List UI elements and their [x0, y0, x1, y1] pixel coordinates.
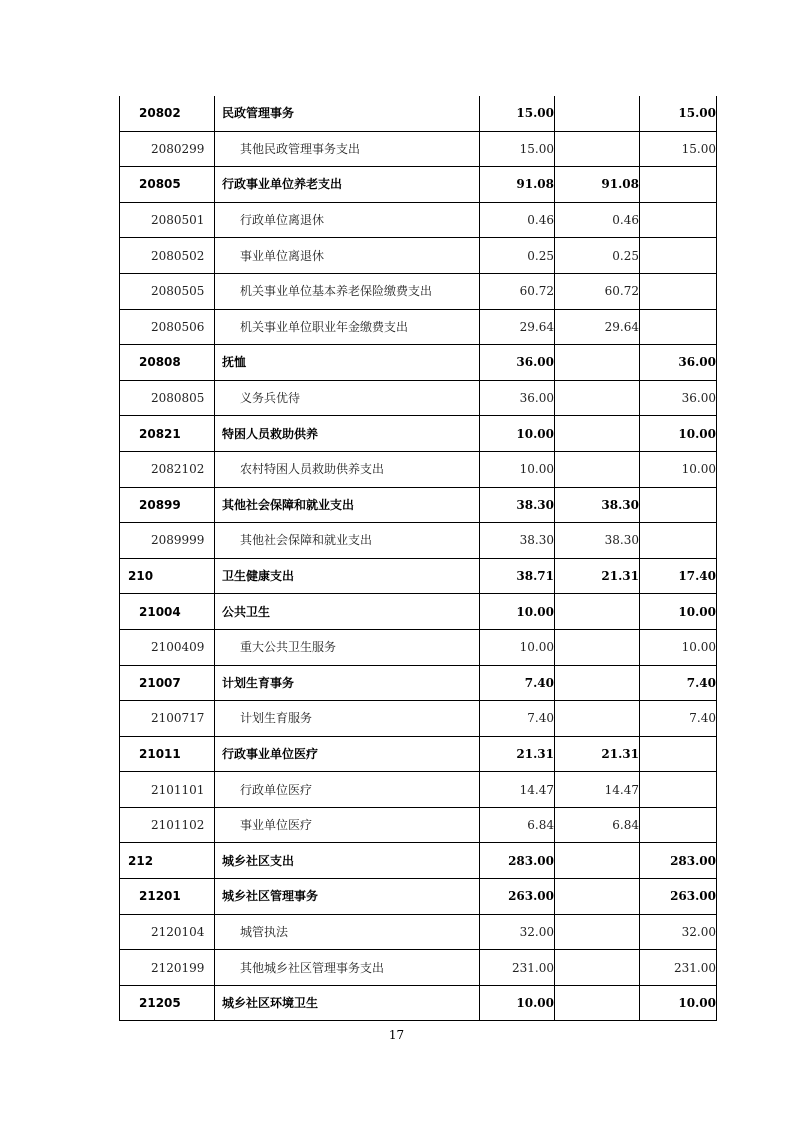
basic-expenditure-cell	[555, 629, 640, 665]
total-amount-cell: 38.30	[480, 523, 555, 559]
table-row	[120, 594, 717, 630]
total-amount-cell: 36.00	[480, 345, 555, 381]
total-amount-cell: 0.46	[480, 202, 555, 238]
basic-expenditure-cell: 21.31	[555, 736, 640, 772]
project-expenditure-cell: 15.00	[640, 131, 717, 167]
table-row	[120, 665, 717, 701]
subject-code-cell: 20899	[120, 487, 215, 523]
total-amount-cell: 91.08	[480, 167, 555, 203]
subject-name-cell: 事业单位离退休	[215, 238, 480, 274]
subject-code-cell: 21011	[120, 736, 215, 772]
subject-name-cell: 其他社会保障和就业支出	[215, 523, 480, 559]
basic-expenditure-cell	[555, 701, 640, 737]
table-row	[120, 558, 717, 594]
basic-expenditure-cell	[555, 665, 640, 701]
total-amount-cell: 10.00	[480, 629, 555, 665]
basic-expenditure-cell	[555, 594, 640, 630]
subject-code-cell: 21205	[120, 985, 215, 1021]
subject-code-cell: 2100717	[120, 701, 215, 737]
table-row	[120, 273, 717, 309]
subject-code-cell: 20805	[120, 167, 215, 203]
project-expenditure-cell	[640, 807, 717, 843]
basic-expenditure-cell: 38.30	[555, 523, 640, 559]
table-row	[120, 309, 717, 345]
table-row	[120, 629, 717, 665]
project-expenditure-cell	[640, 523, 717, 559]
total-amount-cell: 10.00	[480, 416, 555, 452]
total-amount-cell: 263.00	[480, 879, 555, 915]
project-expenditure-cell: 15.00	[640, 96, 717, 131]
subject-name-cell: 计划生育服务	[215, 701, 480, 737]
table-row	[120, 416, 717, 452]
table-row	[120, 985, 717, 1021]
project-expenditure-cell: 7.40	[640, 701, 717, 737]
table-row	[120, 167, 717, 203]
subject-code-cell: 2120199	[120, 950, 215, 986]
project-expenditure-cell	[640, 309, 717, 345]
project-expenditure-cell: 263.00	[640, 879, 717, 915]
table-row	[120, 701, 717, 737]
basic-expenditure-cell	[555, 451, 640, 487]
total-amount-cell: 29.64	[480, 309, 555, 345]
subject-name-cell: 其他民政管理事务支出	[215, 131, 480, 167]
total-amount-cell: 36.00	[480, 380, 555, 416]
basic-expenditure-cell: 6.84	[555, 807, 640, 843]
subject-name-cell: 公共卫生	[215, 594, 480, 630]
basic-expenditure-cell: 29.64	[555, 309, 640, 345]
subject-code-cell: 2100409	[120, 629, 215, 665]
basic-expenditure-cell	[555, 879, 640, 915]
project-expenditure-cell: 36.00	[640, 380, 717, 416]
subject-name-cell: 城乡社区支出	[215, 843, 480, 879]
table-row	[120, 345, 717, 381]
total-amount-cell: 38.71	[480, 558, 555, 594]
subject-code-cell: 2080805	[120, 380, 215, 416]
basic-expenditure-cell: 38.30	[555, 487, 640, 523]
basic-expenditure-cell: 91.08	[555, 167, 640, 203]
basic-expenditure-cell	[555, 416, 640, 452]
basic-expenditure-cell	[555, 950, 640, 986]
subject-name-cell: 抚恤	[215, 345, 480, 381]
subject-name-cell: 其他城乡社区管理事务支出	[215, 950, 480, 986]
subject-code-cell: 2101101	[120, 772, 215, 808]
subject-code-cell: 20808	[120, 345, 215, 381]
project-expenditure-cell: 231.00	[640, 950, 717, 986]
project-expenditure-cell	[640, 238, 717, 274]
total-amount-cell: 15.00	[480, 131, 555, 167]
basic-expenditure-cell	[555, 914, 640, 950]
subject-name-cell: 卫生健康支出	[215, 558, 480, 594]
total-amount-cell: 231.00	[480, 950, 555, 986]
total-amount-cell: 7.40	[480, 665, 555, 701]
project-expenditure-cell	[640, 772, 717, 808]
subject-name-cell: 民政管理事务	[215, 96, 480, 131]
total-amount-cell: 6.84	[480, 807, 555, 843]
subject-name-cell: 城管执法	[215, 914, 480, 950]
table-row	[120, 950, 717, 986]
project-expenditure-cell: 17.40	[640, 558, 717, 594]
basic-expenditure-cell	[555, 96, 640, 131]
subject-code-cell: 2080501	[120, 202, 215, 238]
subject-code-cell: 2082102	[120, 451, 215, 487]
subject-code-cell: 2080505	[120, 273, 215, 309]
subject-name-cell: 计划生育事务	[215, 665, 480, 701]
total-amount-cell: 60.72	[480, 273, 555, 309]
project-expenditure-cell: 10.00	[640, 629, 717, 665]
total-amount-cell: 10.00	[480, 451, 555, 487]
project-expenditure-cell: 10.00	[640, 451, 717, 487]
total-amount-cell: 14.47	[480, 772, 555, 808]
subject-name-cell: 行政单位医疗	[215, 772, 480, 808]
project-expenditure-cell: 7.40	[640, 665, 717, 701]
project-expenditure-cell	[640, 487, 717, 523]
table-row	[120, 487, 717, 523]
table-row	[120, 131, 717, 167]
project-expenditure-cell	[640, 167, 717, 203]
basic-expenditure-cell: 21.31	[555, 558, 640, 594]
subject-code-cell: 2120104	[120, 914, 215, 950]
table-row	[120, 451, 717, 487]
project-expenditure-cell: 32.00	[640, 914, 717, 950]
table-row	[120, 736, 717, 772]
total-amount-cell: 10.00	[480, 985, 555, 1021]
basic-expenditure-cell	[555, 131, 640, 167]
subject-code-cell: 2080506	[120, 309, 215, 345]
table-row	[120, 96, 717, 131]
subject-name-cell: 机关事业单位基本养老保险缴费支出	[215, 273, 480, 309]
basic-expenditure-cell	[555, 380, 640, 416]
table-row	[120, 202, 717, 238]
basic-expenditure-cell: 14.47	[555, 772, 640, 808]
budget-table-body	[120, 96, 717, 1021]
subject-name-cell: 重大公共卫生服务	[215, 629, 480, 665]
subject-name-cell: 其他社会保障和就业支出	[215, 487, 480, 523]
subject-name-cell: 行政单位离退休	[215, 202, 480, 238]
subject-code-cell: 2101102	[120, 807, 215, 843]
budget-expenditure-table	[119, 96, 717, 1021]
subject-name-cell: 城乡社区管理事务	[215, 879, 480, 915]
page-number: 17	[388, 1028, 405, 1042]
subject-code-cell: 21004	[120, 594, 215, 630]
subject-name-cell: 农村特困人员救助供养支出	[215, 451, 480, 487]
total-amount-cell: 7.40	[480, 701, 555, 737]
project-expenditure-cell: 10.00	[640, 594, 717, 630]
table-row	[120, 772, 717, 808]
table-row	[120, 843, 717, 879]
subject-code-cell: 210	[120, 558, 215, 594]
project-expenditure-cell: 10.00	[640, 985, 717, 1021]
table-row	[120, 523, 717, 559]
subject-code-cell: 212	[120, 843, 215, 879]
total-amount-cell: 10.00	[480, 594, 555, 630]
total-amount-cell: 0.25	[480, 238, 555, 274]
subject-code-cell: 2080299	[120, 131, 215, 167]
subject-name-cell: 行政事业单位医疗	[215, 736, 480, 772]
subject-code-cell: 2080502	[120, 238, 215, 274]
project-expenditure-cell	[640, 273, 717, 309]
project-expenditure-cell: 10.00	[640, 416, 717, 452]
project-expenditure-cell	[640, 736, 717, 772]
table-row	[120, 807, 717, 843]
subject-name-cell: 义务兵优待	[215, 380, 480, 416]
project-expenditure-cell: 36.00	[640, 345, 717, 381]
table-row	[120, 380, 717, 416]
total-amount-cell: 32.00	[480, 914, 555, 950]
basic-expenditure-cell: 0.46	[555, 202, 640, 238]
basic-expenditure-cell	[555, 843, 640, 879]
table-row	[120, 914, 717, 950]
total-amount-cell: 15.00	[480, 96, 555, 131]
project-expenditure-cell: 283.00	[640, 843, 717, 879]
subject-code-cell: 20821	[120, 416, 215, 452]
basic-expenditure-cell: 0.25	[555, 238, 640, 274]
basic-expenditure-cell: 60.72	[555, 273, 640, 309]
total-amount-cell: 38.30	[480, 487, 555, 523]
table-row	[120, 238, 717, 274]
project-expenditure-cell	[640, 202, 717, 238]
subject-name-cell: 机关事业单位职业年金缴费支出	[215, 309, 480, 345]
subject-name-cell: 特困人员救助供养	[215, 416, 480, 452]
subject-code-cell: 2089999	[120, 523, 215, 559]
table-row	[120, 879, 717, 915]
subject-name-cell: 城乡社区环境卫生	[215, 985, 480, 1021]
total-amount-cell: 283.00	[480, 843, 555, 879]
subject-name-cell: 事业单位医疗	[215, 807, 480, 843]
basic-expenditure-cell	[555, 985, 640, 1021]
subject-code-cell: 21201	[120, 879, 215, 915]
subject-name-cell: 行政事业单位养老支出	[215, 167, 480, 203]
basic-expenditure-cell	[555, 345, 640, 381]
total-amount-cell: 21.31	[480, 736, 555, 772]
subject-code-cell: 20802	[120, 96, 215, 131]
subject-code-cell: 21007	[120, 665, 215, 701]
